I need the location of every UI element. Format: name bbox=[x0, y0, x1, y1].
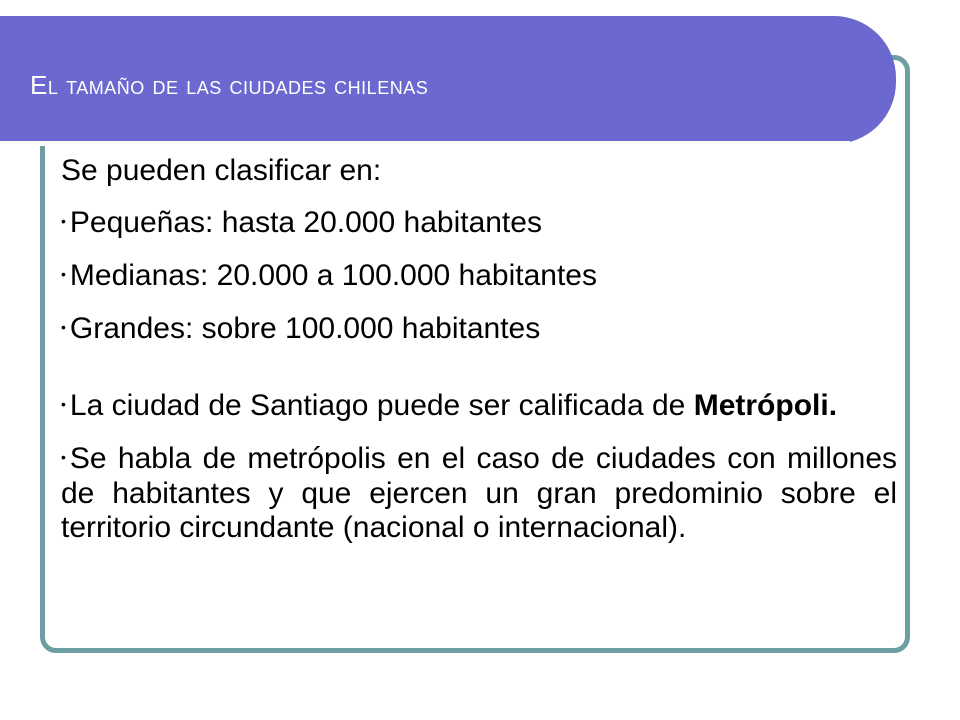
bullet-icon: • bbox=[61, 319, 66, 336]
bullet-text: Pequeñas: hasta 20.000 habitantes bbox=[69, 206, 542, 239]
bullet-icon: • bbox=[61, 213, 66, 230]
spacer bbox=[61, 365, 897, 389]
bullet-item-santiago bbox=[61, 389, 897, 424]
metropolis-text: Se habla de metrópolis en el caso de ciudades con millones de habitantes y que ejercen un gran predominio sobre el territorio circundante (nacional o internacional). bbox=[61, 442, 897, 545]
title-banner bbox=[0, 16, 896, 144]
intro-text: Se pueden clasificar en: bbox=[61, 154, 382, 187]
bullet-item-medium bbox=[61, 259, 897, 294]
bullet-icon: • bbox=[61, 266, 66, 283]
title-underline bbox=[0, 141, 850, 146]
bullet-icon: • bbox=[61, 449, 66, 466]
slide-body bbox=[61, 154, 897, 563]
bullet-item-small bbox=[61, 206, 897, 241]
bullet-icon: • bbox=[61, 396, 66, 413]
santiago-term: Metrópoli. bbox=[693, 389, 838, 423]
slide-title: El tamaño de las ciudades chilenas bbox=[30, 70, 429, 100]
bullet-item-metropolis bbox=[61, 442, 897, 545]
bullet-text: Medianas: 20.000 a 100.000 habitantes bbox=[69, 259, 597, 293]
bullet-text: Grandes: sobre 100.000 habitantes bbox=[69, 312, 541, 346]
santiago-text: La ciudad de Santiago puede ser calificada de bbox=[69, 389, 686, 423]
bullet-item-large bbox=[61, 312, 897, 347]
